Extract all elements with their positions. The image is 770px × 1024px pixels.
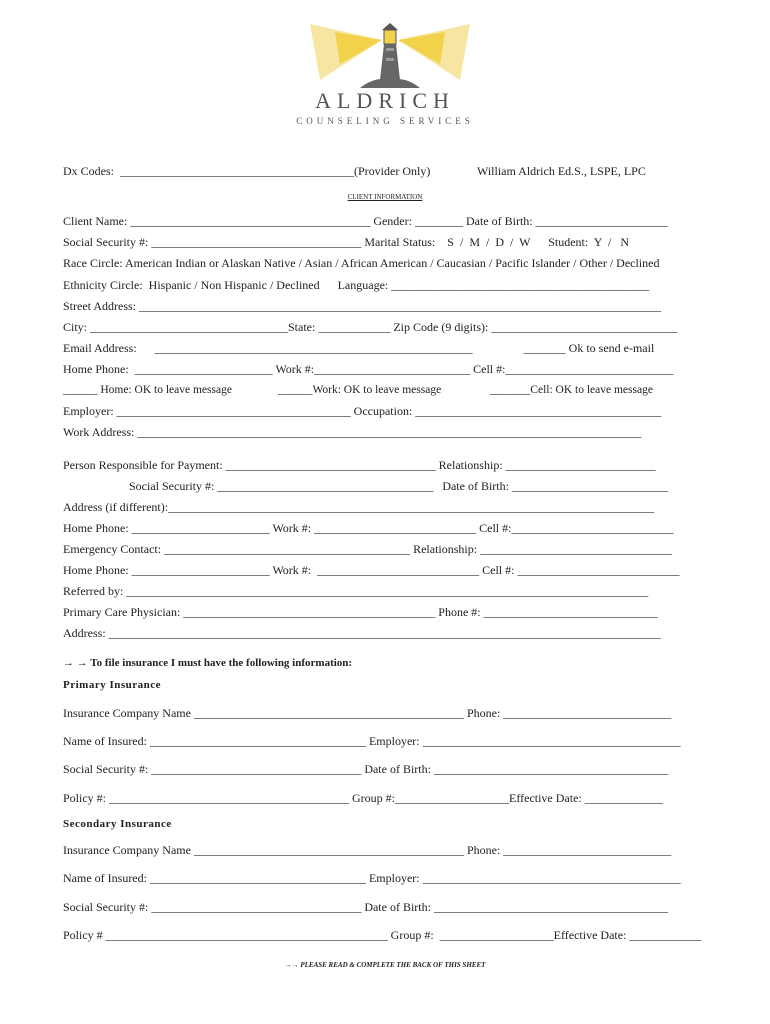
brand-subtitle: COUNSELING SERVICES — [296, 116, 474, 126]
primary-company-line: Insurance Company Name _____________________________________________ Phone: ____________________________ — [63, 706, 672, 720]
primary-insurance-heading: Primary Insurance — [63, 679, 162, 691]
physician-line: Primary Care Physician: __________________________________________ Phone #: _____________________________ — [63, 605, 658, 619]
insurance-note: → → To file insurance I must have the following information: — [63, 657, 353, 669]
race-line: Race Circle: American Indian or Alaskan Native / Asian / African American / Caucasian / Pacific Islander / Other / Declined — [63, 256, 660, 270]
phone-line: Home Phone: _______________________ Work #:__________________________ Cell #:____________________________ — [63, 362, 674, 376]
provider-name: William Aldrich Ed.S., LSPE, LPC — [477, 164, 646, 178]
referred-by-line: Referred by: _______________________________________________________________________________________ — [63, 584, 649, 598]
secondary-ssn-line: Social Security #: ___________________________________ Date of Birth: _______________________________________ — [63, 900, 668, 914]
primary-insured-line: Name of Insured: ____________________________________ Employer: ___________________________________________ — [63, 734, 681, 748]
email-line: Email Address: _____________________________________________________ _______ Ok to send e-mail — [63, 341, 655, 355]
form-title: CLIENT INFORMATION — [347, 193, 423, 201]
primary-policy-line: Policy #: ________________________________________ Group #:___________________Effective Date: _____________ — [63, 791, 663, 805]
responsible-phone-line: Home Phone: _______________________ Work #: ___________________________ Cell #:___________________________ — [63, 521, 674, 535]
back-of-sheet-note: →→ PLEASE READ & COMPLETE THE BACK OF THIS SHEET — [284, 961, 486, 969]
leave-message-line: ______ Home: OK to leave message ______Work: OK to leave message _______Cell: OK to leave message — [63, 384, 653, 396]
work-address-line: Work Address: ____________________________________________________________________________________ — [63, 425, 642, 439]
primary-ssn-line: Social Security #: ___________________________________ Date of Birth: _______________________________________ — [63, 762, 668, 776]
secondary-insured-line: Name of Insured: ____________________________________ Employer: ___________________________________________ — [63, 871, 681, 885]
employer-line: Employer: _______________________________________ Occupation: _________________________________________ — [63, 404, 662, 418]
emergency-phone-line: Home Phone: _______________________ Work #: ___________________________ Cell #: ___________________________ — [63, 563, 680, 577]
physician-address-line: Address: ____________________________________________________________________________________________ — [63, 626, 661, 640]
brand-name: ALDRICH — [315, 88, 455, 113]
responsible-ssn-line: Social Security #: ____________________________________ Date of Birth: __________________________ — [63, 479, 668, 493]
responsible-address-line: Address (if different):_________________________________________________________________________________ — [63, 500, 655, 514]
secondary-company-line: Insurance Company Name _____________________________________________ Phone: ____________________________ — [63, 843, 672, 857]
ssn-marital-line: Social Security #: ___________________________________ Marital Status: S / M / D / W Student: Y / N — [63, 235, 629, 249]
emergency-contact-line: Emergency Contact: _________________________________________ Relationship: ________________________________ — [63, 542, 673, 556]
street-address-line: Street Address: _______________________________________________________________________________________ — [63, 299, 661, 313]
dx-codes-line: Dx Codes: _______________________________________(Provider Only) — [63, 164, 431, 178]
secondary-insurance-heading: Secondary Insurance — [63, 818, 172, 830]
secondary-policy-line: Policy # _______________________________________________ Group #: ___________________Effective Date: ____________ — [63, 928, 702, 942]
city-line: City: _________________________________State: ____________ Zip Code (9 digits): _______________________________ — [63, 320, 678, 334]
ethnicity-line: Ethnicity Circle: Hispanic / Non Hispanic / Declined Language: ___________________________________________ — [63, 278, 650, 292]
client-name-line: Client Name: ________________________________________ Gender: ________ Date of Birth: ______________________ — [63, 214, 668, 228]
responsible-party-line: Person Responsible for Payment: ___________________________________ Relationship: _________________________ — [63, 458, 656, 472]
